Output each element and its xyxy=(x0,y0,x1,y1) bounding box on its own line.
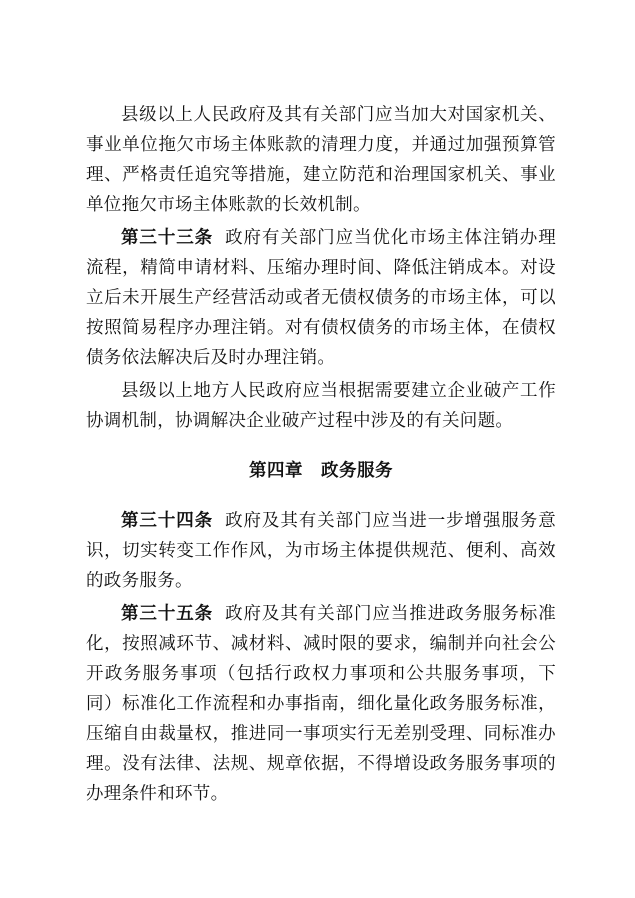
document-body xyxy=(86,100,556,809)
paragraph-arrears-clearance xyxy=(86,100,556,220)
paragraph-bankruptcy-coordination xyxy=(86,376,556,436)
chapter-title: 第四章 政务服务 xyxy=(249,461,393,481)
article-34 xyxy=(86,506,556,596)
article-text: 政府及其有关部门应当进一步增强服务意识，切实转变工作作风，为市场主体提供规范、便利、高效的政务服务。 xyxy=(86,511,556,591)
article-number: 第三十四条 xyxy=(121,511,214,531)
article-number: 第三十三条 xyxy=(121,228,214,248)
paragraph-text: 县级以上人民政府及其有关部门应当加大对国家机关、事业单位拖欠市场主体账款的清理力度，并通过加强预算管理、严格责任追究等措施，建立防范和治理国家机关、事业单位拖欠市场主体账款的长效机制。 xyxy=(86,105,556,215)
article-35 xyxy=(86,599,556,809)
article-number: 第三十五条 xyxy=(121,604,214,624)
article-text: 政府及其有关部门应当推进政务服务标准化，按照减环节、减材料、减时限的要求，编制并向社会公开政务服务事项（包括行政权力事项和公共服务事项，下同）标准化工作流程和办事指南，细化量化政务服务标准，压缩自由裁量权，推进同一事项实行无差别受理、同标准办理。没有法律、法规、规章依据，不得增设政务服务事项的办理条件和环节。 xyxy=(86,604,556,804)
article-33 xyxy=(86,223,556,373)
article-text: 政府有关部门应当优化市场主体注销办理流程，精简申请材料、压缩办理时间、降低注销成本。对设立后未开展生产经营活动或者无债权债务的市场主体，可以按照简易程序办理注销。对有债权债务的市场主体，在债权债务依法解决后及时办理注销。 xyxy=(86,228,556,368)
paragraph-text: 县级以上地方人民政府应当根据需要建立企业破产工作协调机制，协调解决企业破产过程中涉及的有关问题。 xyxy=(86,381,556,431)
